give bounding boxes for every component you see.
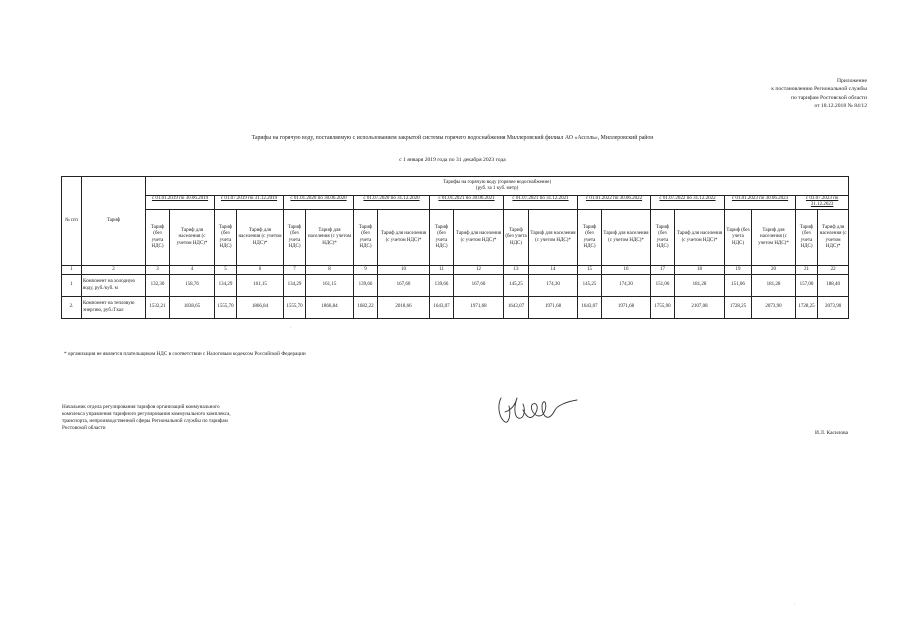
column-number: 7 [284, 266, 306, 275]
stray-mark: · [794, 603, 796, 608]
column-number: 2 [82, 266, 146, 275]
tariff-table [61, 176, 849, 319]
footnote: * организация не является плательщиком НДС в соответствии с Налоговым кодексом Российской Федерации [64, 351, 306, 357]
column-number: 22 [818, 266, 849, 275]
tariff-value: 1643,07 [578, 297, 602, 319]
appendix-block [771, 77, 867, 111]
subheader-no-vat: Тариф (без учета НДС) [284, 210, 306, 266]
tariff-value: 2107,08 [675, 297, 725, 319]
column-number: 12 [454, 266, 504, 275]
subheader-no-vat: Тариф (без учета НДС) [215, 210, 237, 266]
column-number: 4 [170, 266, 215, 275]
period-header: с 01.01.2022 по 30.06.2022 [578, 196, 651, 210]
tariff-value: 1866,84 [237, 297, 284, 319]
tariff-value: 1532,21 [146, 297, 170, 319]
period-header: с 01.01.2019 по 30.06.2019 [146, 196, 215, 210]
tariff-value: 167,60 [454, 275, 504, 297]
subheader-population-vat: Тариф для населения (с учетом НДС)* [752, 210, 796, 266]
tariff-value: 158,76 [170, 275, 215, 297]
table-row [62, 297, 849, 319]
subheader-population-vat: Тариф для населения (с учетом НДС)* [602, 210, 651, 266]
tariff-value: 1755,90 [651, 297, 675, 319]
subheader-population-vat: Тариф для населения (с учетом НДС)* [454, 210, 504, 266]
header-tariff: Тариф [82, 177, 146, 266]
column-number: 20 [752, 266, 796, 275]
period-header: с 01.01.2020 по 30.06.2020 [284, 196, 354, 210]
subheader-no-vat: Тариф (без учета НДС) [504, 210, 529, 266]
tariff-value: 1728,25 [725, 297, 752, 319]
row-number: 1 [62, 275, 82, 297]
document-period: с 1 января 2019 года по 31 декабря 2023 года [399, 157, 506, 163]
column-number: 9 [354, 266, 378, 275]
column-number: 1 [62, 266, 82, 275]
tariff-value: 132,30 [146, 275, 170, 297]
tariff-value: 134,29 [215, 275, 237, 297]
subheader-population-vat: Тариф для населения (с учетом НДС)* [306, 210, 354, 266]
tariff-value: 157,00 [796, 275, 818, 297]
tariff-value: 188,40 [818, 275, 849, 297]
subheader-no-vat: Тариф (без учета НДС) [796, 210, 818, 266]
column-number: 14 [529, 266, 578, 275]
header-main [146, 177, 849, 196]
column-number: 21 [796, 266, 818, 275]
signer-name: И.Л. Касилова [814, 430, 848, 436]
table-row [62, 275, 849, 297]
appendix-line: по тарифам Ростовской области [791, 94, 867, 101]
period-header: с 01.01.2021 по 30.06.2021 [430, 196, 504, 210]
tariff-value: 145,25 [504, 275, 529, 297]
position-line: комплекса управления тарифного регулирования коммунального комплекса, [62, 411, 231, 417]
tariff-value: 161,15 [237, 275, 284, 297]
tariff-value: 1971,68 [602, 297, 651, 319]
position-line: Ростовской области [62, 425, 106, 431]
tariff-value: 174,30 [602, 275, 651, 297]
subheader-population-vat: Тариф для населения (с учетом НДС)* [237, 210, 284, 266]
tariff-value: 1866,84 [306, 297, 354, 319]
tariff-value: 139,66 [354, 275, 378, 297]
signature [495, 388, 581, 428]
row-number: 2. [62, 297, 82, 319]
column-number: 5 [215, 266, 237, 275]
position-line: транспорта, непроизводственной сферы Региональной службы по тарифам [62, 418, 228, 424]
tariff-value: 1728,25 [796, 297, 818, 319]
appendix-line: Приложение [836, 78, 867, 84]
tariff-value: 1971,68 [454, 297, 504, 319]
tariff-value: 1971,68 [529, 297, 578, 319]
column-number: 13 [504, 266, 529, 275]
subheader-population-vat: Тариф для населения (с учетом НДС)* [675, 210, 725, 266]
appendix-line: от 18.12.2018 № 84/12 [814, 103, 867, 110]
tariff-value: 1555,70 [284, 297, 306, 319]
tariff-value: 151,06 [725, 275, 752, 297]
column-number: 16 [602, 266, 651, 275]
appendix-line: к постановлению Региональной службы [771, 86, 867, 93]
tariff-value: 1643,07 [430, 297, 454, 319]
tariff-value: 1838,65 [170, 297, 215, 319]
subheader-no-vat: Тариф (без учета НДС) [430, 210, 454, 266]
subheader-no-vat: Тариф (без учета НДС) [651, 210, 675, 266]
subheader-no-vat: Тариф (без учета НДС) [725, 210, 752, 266]
subheader-population-vat: Тариф для населения (с учетом НДС)* [529, 210, 578, 266]
subheader-no-vat: Тариф (без учета НДС) [578, 210, 602, 266]
column-number: 19 [725, 266, 752, 275]
tariff-value: 139,66 [430, 275, 454, 297]
tariff-value: 181,28 [675, 275, 725, 297]
row-tariff-name: Компонент на тепловую энергию, руб./Гкал [82, 297, 146, 319]
column-number: 11 [430, 266, 454, 275]
tariff-value: 2073,90 [818, 297, 849, 319]
tariff-value: 145,25 [578, 275, 602, 297]
tariff-value: 151,06 [651, 275, 675, 297]
period-header: с 01.07.2022 по 31.12.2022 [651, 196, 725, 210]
header-number: № п/п [62, 177, 82, 266]
document-title: Тарифы на горячую воду, поставляемую с использованием закрытой системы горячего водоснабжения Миллеровский филиал АО «Ассоль», Миллеровский район [251, 135, 654, 141]
column-number: 8 [306, 266, 354, 275]
column-number: 10 [378, 266, 430, 275]
position-line: Начальник отдела регулирования тарифов организаций коммунального [62, 404, 220, 410]
period-header: с 01.07.2019 по 31.12.2019 [215, 196, 284, 210]
tariff-value: 1682,22 [354, 297, 378, 319]
subheader-no-vat: Тариф (без учета НДС) [354, 210, 378, 266]
subheader-population-vat: Тариф для населения (с учетом НДС)* [170, 210, 215, 266]
column-number: 15 [578, 266, 602, 275]
period-header: с 01.07.2020 по 31.12.2020 [354, 196, 430, 210]
column-number: 6 [237, 266, 284, 275]
period-header: с 01.01.2023 по 30.06.2023 [725, 196, 796, 210]
tariff-value: 2018,66 [378, 297, 430, 319]
subheader-population-vat: Тариф для населения (с учетом НДС)* [818, 210, 849, 266]
position-block [62, 404, 231, 432]
tariff-value: 1555,70 [215, 297, 237, 319]
header-units: (руб. за 1 куб. метр) [475, 186, 519, 191]
header-main-title: Тарифы на горячую воду (горячее водоснабжение) [443, 179, 552, 185]
subheader-population-vat: Тариф для населения (с учетом НДС)* [378, 210, 430, 266]
column-number: 18 [675, 266, 725, 275]
stray-mark: · [290, 326, 292, 331]
tariff-value: 174,30 [529, 275, 578, 297]
subheader-no-vat: Тариф (без учета НДС) [146, 210, 170, 266]
column-number: 3 [146, 266, 170, 275]
period-header: с 01.07.2021 по 31.12.2021 [504, 196, 578, 210]
period-header: с 01.07.2023 по 31.12.2023 [796, 196, 849, 210]
tariff-value: 167,60 [378, 275, 430, 297]
tariff-value: 1643,07 [504, 297, 529, 319]
tariff-value: 181,28 [752, 275, 796, 297]
tariff-value: 161,15 [306, 275, 354, 297]
tariff-value: 2073,90 [752, 297, 796, 319]
column-number: 17 [651, 266, 675, 275]
row-tariff-name: Компонент на холодную воду, руб./куб. м [82, 275, 146, 297]
tariff-value: 134,29 [284, 275, 306, 297]
